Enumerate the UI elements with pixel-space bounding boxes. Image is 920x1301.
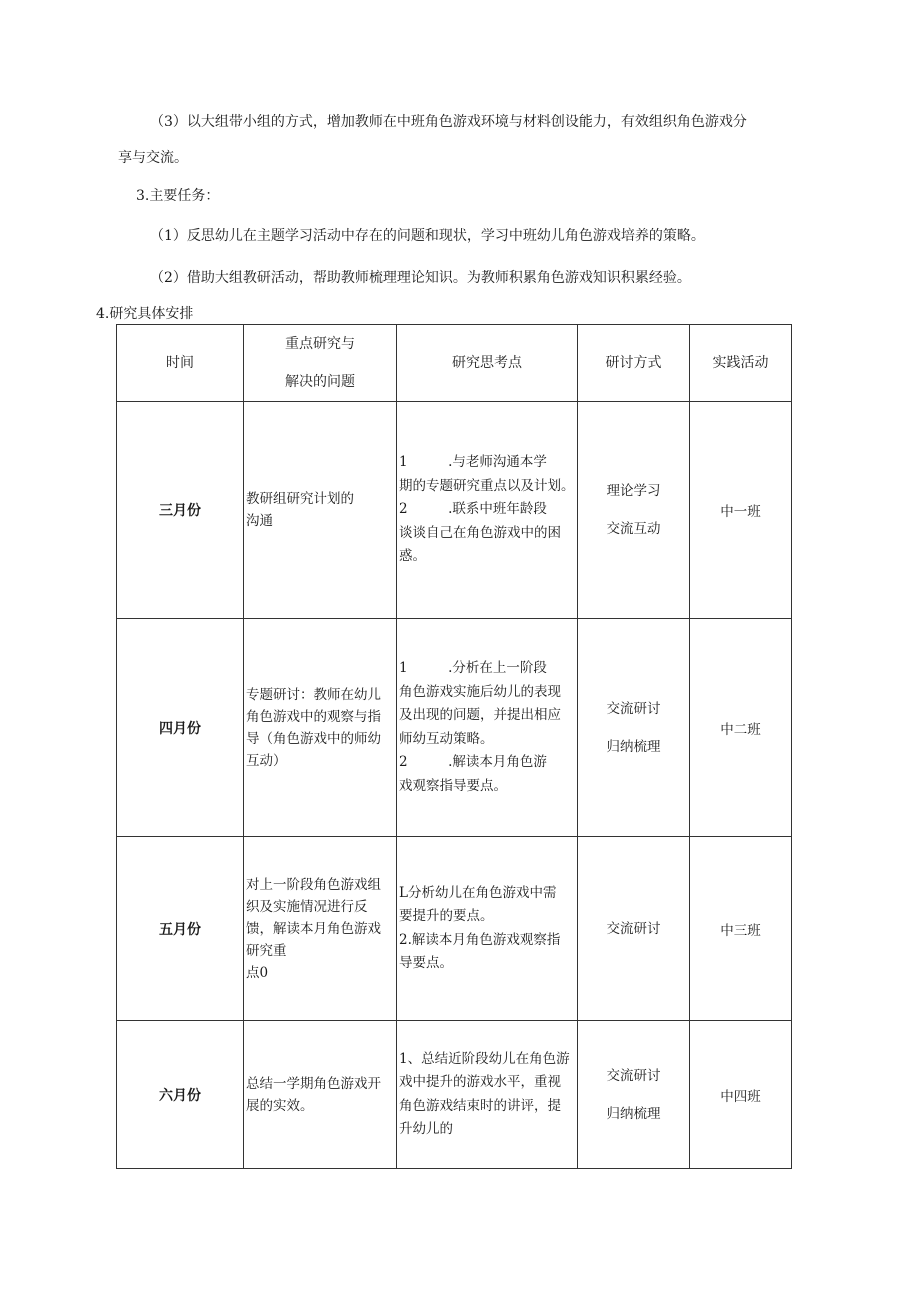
think-line: 1、总结近阶段幼儿在角色游 [399,1050,570,1067]
method-line: 归纳梳理 [606,1105,661,1122]
think-line: 升幼儿的 [399,1121,453,1137]
think-line: 2 .解读本月角色游 [399,754,547,770]
header-method: 研讨方式 [578,325,690,402]
header-issue-line2: 解决的问题 [285,374,355,390]
month-cell: 五月份 [117,837,244,1021]
think-cell [397,837,578,1021]
think-line: 期的专题研究重点以及计划。 [399,477,575,494]
issue-line: 馈，解读本月角色游戏 [246,920,381,937]
table-row [117,1021,792,1169]
research-schedule-table [116,324,792,1169]
issue-line: 研究重 [246,942,287,959]
issue-line: 沟通 [246,513,273,529]
issue-line: 展的实效。 [246,1097,314,1114]
practice-cell: 中一班 [690,402,792,619]
section-main-tasks-heading: 3.主要任务： [136,188,220,204]
method-line: 交流研讨 [606,920,661,937]
think-line: 惑。 [399,548,426,565]
think-line: 师幼互动策略。 [399,730,494,747]
think-line: 戏中提升的游戏水平，重视 [399,1074,561,1090]
issue-line: 角色游戏中的观察与指 [246,708,381,725]
issue-line: 导（角色游戏中的师幼 [246,730,381,747]
practice-cell: 中三班 [690,837,792,1021]
section-schedule-heading: 4.研究具体安排 [96,306,194,322]
think-line: 2 .联系中班年龄段 [399,501,547,518]
method-cell [578,1021,690,1169]
table-row [117,402,792,619]
think-line: 谈谈自己在角色游戏中的困 [399,524,561,541]
method-line: 交流研讨 [606,700,661,717]
think-line: L分析幼儿在角色游戏中需 [399,884,557,901]
table-row [117,837,792,1021]
issue-line: 总结一学期角色游戏开 [246,1075,381,1092]
method-cell [578,619,690,837]
think-line: 1 .分析在上一阶段 [399,660,547,676]
task-2: （2）借助大组教研活动，帮助教师梳理理论知识。为教师积累角色游戏知识积累经验。 [150,270,691,286]
method-line: 理论学习 [606,483,661,499]
issue-line: 教研组研究计划的 [246,491,354,507]
think-line: 1 .与老师沟通本学 [399,454,547,471]
think-line: 及出现的问题，并提出相应 [399,707,561,723]
objective-3-line2: 享与交流。 [118,150,188,166]
issue-line: 对上一阶段角色游戏组 [246,876,381,893]
method-line: 交流研讨 [606,1067,661,1084]
header-think: 研究思考点 [397,325,578,402]
method-line: 交流互动 [606,521,661,537]
table-header-row [117,325,792,402]
header-issue-line1: 重点研究与 [285,336,355,352]
table-row [117,619,792,837]
issue-cell [244,402,397,619]
method-cell [578,837,690,1021]
practice-cell: 中四班 [690,1021,792,1169]
practice-cell: 中二班 [690,619,792,837]
think-line: 导要点。 [399,955,453,971]
think-line: 角色游戏实施后幼儿的表现 [399,683,561,700]
header-time: 时间 [117,325,244,402]
think-line: 戏观察指导要点。 [399,777,507,794]
issue-line: 专题研讨：教师在幼儿 [246,686,381,703]
header-issue [244,325,397,402]
method-cell [578,402,690,619]
header-practice: 实践活动 [690,325,792,402]
issue-line: 点0 [246,964,269,981]
month-cell: 四月份 [117,619,244,837]
issue-cell [244,619,397,837]
issue-line: 织及实施情况进行反 [246,898,368,915]
issue-cell [244,1021,397,1169]
think-line: 2.解读本月角色游戏观察指 [399,931,561,948]
think-cell [397,1021,578,1169]
month-cell: 三月份 [117,402,244,619]
think-cell [397,402,578,619]
method-line: 归纳梳理 [606,738,661,755]
objective-3-line1: （3）以大组带小组的方式，增加教师在中班角色游戏环境与材料创设能力，有效组织角色游戏分 [150,114,747,130]
task-1: （1）反思幼儿在主题学习活动中存在的问题和现状，学习中班幼儿角色游戏培养的策略。 [150,228,705,244]
think-line: 角色游戏结束时的讲评，提 [399,1097,561,1114]
think-line: 要提升的要点。 [399,908,494,924]
month-cell: 六月份 [117,1021,244,1169]
think-cell [397,619,578,837]
issue-cell [244,837,397,1021]
issue-line: 互动） [246,752,287,769]
